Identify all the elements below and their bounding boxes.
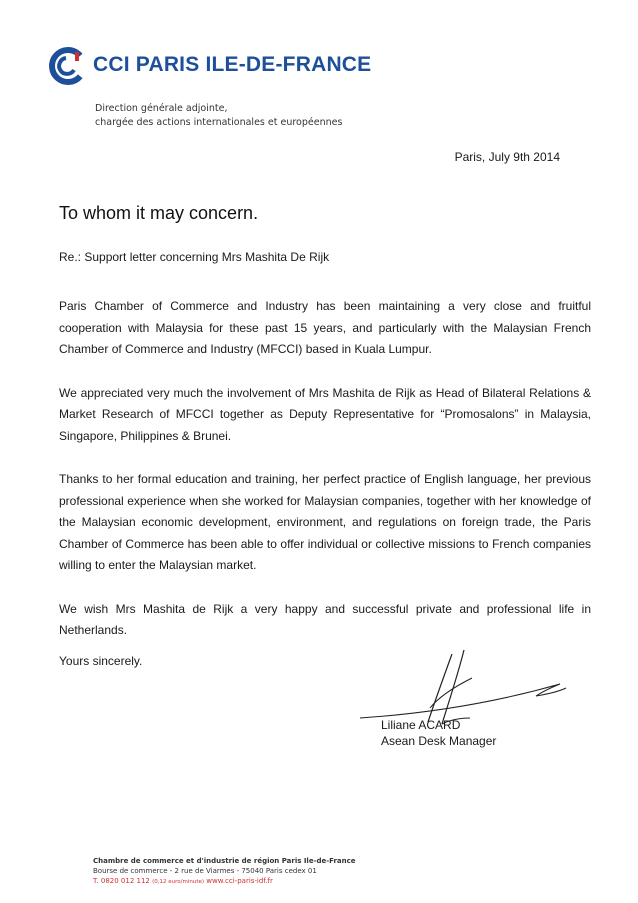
handwritten-signature — [360, 648, 580, 728]
footer — [93, 856, 356, 887]
subject-line: Re.: Support letter concerning Mrs Mashita De Rijk — [59, 250, 330, 264]
signer-name: Liliane ACARD — [381, 718, 461, 732]
footer-phone: T. 0820 012 112 — [93, 877, 150, 885]
place-date: Paris, July 9th 2014 — [454, 150, 560, 164]
closing: Yours sincerely. — [59, 654, 143, 668]
footer-website[interactable]: www.cci-paris-idf.fr — [206, 877, 273, 885]
signer-title: Asean Desk Manager — [381, 734, 497, 748]
paragraph-3: Thanks to her formal education and training, her perfect practice of English language, her previous professional experience when she worked for Malaysian companies, together with her knowledge of the Malaysian economic development, environment, and regulations on foreign trade, the Paris Chamber of Commerce has been able to offer individual or collective missions to French companies willing to enter the Malaysian market. — [59, 472, 591, 572]
paragraph-2: We appreciated very much the involvement of Mrs Mashita de Rijk as Head of Bilateral Relations & Market Research of MFCCI together as Deputy Representative for “Promosalons” in Malaysia, Singapore, Philippines & Brunei. — [59, 385, 591, 443]
footer-org: Chambre de commerce et d'industrie de région Paris Ile-de-France — [93, 857, 356, 865]
greeting: To whom it may concern. — [59, 203, 259, 223]
footer-contact — [93, 876, 356, 887]
subtitle-line-2: chargée des actions internationales et européennes — [95, 117, 343, 128]
subtitle-line-1: Direction générale adjointe, — [95, 103, 228, 114]
org-name: CCI PARIS ILE-DE-FRANCE — [93, 53, 372, 76]
cci-logo-icon — [48, 46, 88, 86]
footer-rate: (0,12 euro/minute) — [152, 879, 205, 885]
paragraph-4: We wish Mrs Mashita de Rijk a very happy and successful private and professional life in Netherlands. — [59, 601, 591, 637]
letter-body — [59, 296, 591, 664]
footer-address: Bourse de commerce - 2 rue de Viarmes - 75040 Paris cedex 01 — [93, 867, 317, 875]
paragraph-1: Paris Chamber of Commerce and Industry has been maintaining a very close and fruitful cooperation with Malaysia for these past 15 years, and particularly with the Malaysian French Chamber of Commerce and Industry (MFCCI) based in Kuala Lumpur. — [59, 299, 591, 356]
department-subtitle — [95, 102, 342, 130]
